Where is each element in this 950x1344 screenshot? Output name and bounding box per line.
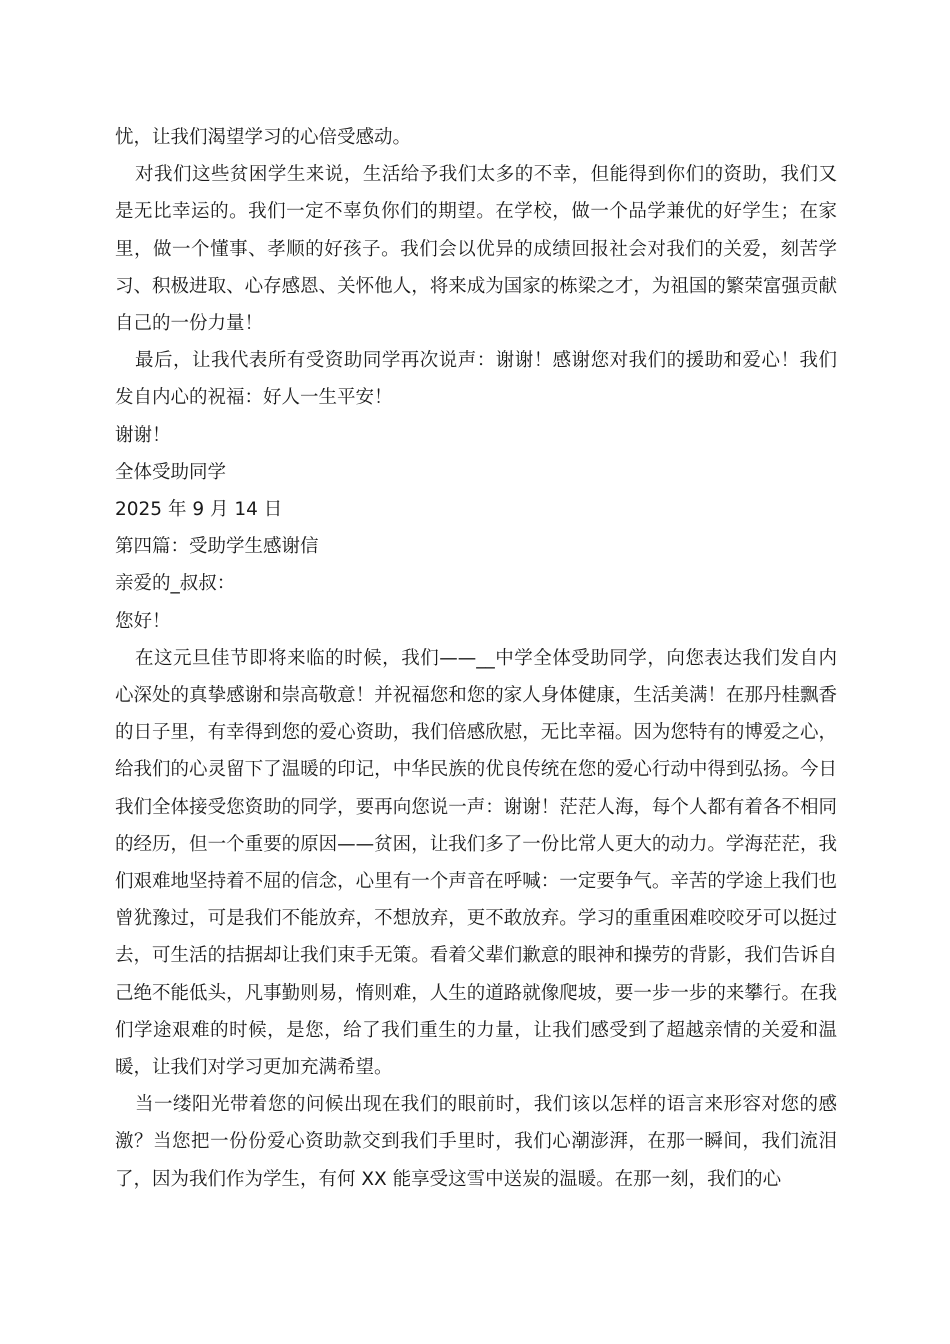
signature: 全体受助同学 — [115, 461, 227, 483]
date: 2025 年 9 月 14 日 — [115, 499, 283, 521]
paragraph: 最后，让我代表所有受资助同学再次说声：谢谢！感谢您对我们的援助和爱心！我们发自内心的祝福：好人一生平安！ — [115, 350, 837, 409]
paragraph: 忧，让我们渴望学习的心倍受感动。 — [115, 127, 412, 148]
section-heading: 第四篇：受助学生感谢信 — [115, 536, 319, 558]
paragraph: 对我们这些贫困学生来说，生活给予我们太多的不幸，但能得到你们的资助，我们又是无比幸运的。我们一定不辜负你们的期望。在学校，做一个品学兼优的好学生；在家里，做一个懂事、孝顺的好孩子。我们会以优异的成绩回报社会对我们的关爱，刻苦学习、积极进取、心存感恩、关怀他人，将来成为国家的栋梁之才，为祖国的繁荣富强贡献自己的一份力量！ — [115, 164, 837, 335]
paragraph: 当一缕阳光带着您的问候出现在我们的眼前时，我们该以怎样的语言来形容对您的感激？当您把一份份爱心资助款交到我们手里时，我们心潮澎湃，在那一瞬间，我们流泪了，因为我们作为学生，有何 XX 能享受这雪中送炭的温暖。在那一刻，我们的心 — [115, 1094, 837, 1190]
paragraph: 在这元旦佳节即将来临的时候，我们——__中学全体受助同学，向您表达我们发自内心深处的真挚感谢和崇高敬意！并祝福您和您的家人身体健康，生活美满！在那丹桂飘香的日子里，有幸得到您的爱心资助，我们倍感欣慰，无比幸福。因为您特有的博爱之心，给我们的心灵留下了温暖的印记，中华民族的优良传统在您的爱心行动中得到弘扬。今日我们全体接受您资助的同学，要再向您说一声：谢谢！茫茫人海，每个人都有着各不相同的经历，但一个重要的原因——贫困，让我们多了一份比常人更大的动力。学海茫茫，我们艰难地坚持着不屈的信念，心里有一个声音在呼喊：一定要争气。辛苦的学途上我们也曾犹豫过，可是我们不能放弃，不想放弃，更不敢放弃。学习的重重困难咬咬牙可以挺过去，可生活的拮据却让我们束手无策。看着父辈们歉意的眼神和操劳的背影，我们告诉自己绝不能低头，凡事勤则易，惰则难，人生的道路就像爬坡，要一步一步的来攀行。在我们学途艰难的时候，是您，给了我们重生的力量，让我们感受到了超越亲情的关爱和温暖，让我们对学习更加充满希望。 — [115, 647, 837, 1079]
salutation: 亲爱的_叔叔： — [115, 573, 236, 595]
closing-thanks: 谢谢！ — [115, 424, 171, 446]
document-body — [115, 119, 837, 1198]
greeting: 您好！ — [115, 610, 171, 632]
